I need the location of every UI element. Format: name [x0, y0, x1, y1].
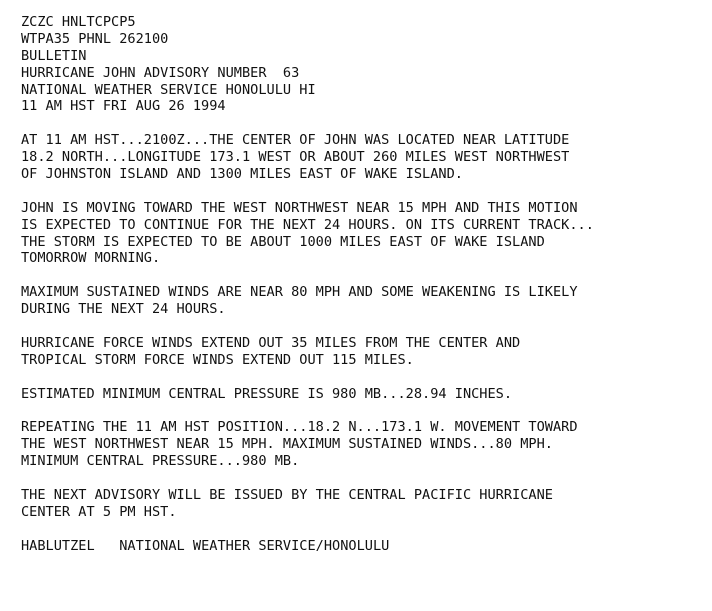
advisory-title: HURRICANE JOHN ADVISORY NUMBER 63 — [21, 64, 300, 81]
paragraph-spacer — [21, 115, 712, 132]
text-line: DURING THE NEXT 24 HOURS. — [21, 301, 226, 318]
header-line-wmo-id: WTPA35 PHNL 262100 — [21, 30, 169, 47]
text-line: OF JOHNSTON ISLAND AND 1300 MILES EAST OF WAKE ISLAND. — [21, 166, 463, 183]
text-line: THE WEST NORTHWEST NEAR 15 MPH. MAXIMUM SUSTAINED WINDS...80 MPH. — [21, 436, 553, 453]
paragraph-winds — [21, 284, 712, 318]
text-line: THE STORM IS EXPECTED TO BE ABOUT 1000 MILES EAST OF WAKE ISLAND — [21, 233, 545, 250]
paragraph-spacer — [21, 470, 712, 487]
paragraph-spacer — [21, 267, 712, 284]
text-line: 18.2 NORTH...LONGITUDE 173.1 WEST OR ABOUT 260 MILES WEST NORTHWEST — [21, 149, 570, 166]
paragraph-spacer — [21, 183, 712, 200]
text-line: CENTER AT 5 PM HST. — [21, 503, 177, 520]
header-line-routing: ZCZC HNLTCPCP5 — [21, 14, 136, 30]
paragraph-pressure — [21, 386, 712, 403]
bulletin-header — [21, 14, 712, 115]
forecaster-name: HABLUTZEL — [21, 537, 95, 554]
paragraph-wind-extent — [21, 335, 712, 369]
text-line: MAXIMUM SUSTAINED WINDS ARE NEAR 80 MPH AND SOME WEAKENING IS LIKELY — [21, 284, 578, 301]
text-line: MINIMUM CENTRAL PRESSURE...980 MB. — [21, 453, 300, 470]
signature-office: NATIONAL WEATHER SERVICE/HONOLULU — [119, 537, 390, 554]
text-line: ESTIMATED MINIMUM CENTRAL PRESSURE IS 980 MB...28.94 INCHES. — [21, 385, 513, 402]
header-line-bulletin: BULLETIN — [21, 47, 87, 64]
issue-time: 11 AM HST FRI AUG 26 1994 — [21, 98, 226, 115]
text-line: HURRICANE FORCE WINDS EXTEND OUT 35 MILES FROM THE CENTER AND — [21, 334, 521, 351]
paragraph-spacer — [21, 402, 712, 419]
paragraph-next-advisory — [21, 487, 712, 521]
text-line: IS EXPECTED TO CONTINUE FOR THE NEXT 24 HOURS. ON ITS CURRENT TRACK... — [21, 216, 594, 233]
paragraph-movement — [21, 200, 712, 268]
paragraph-summary — [21, 419, 712, 470]
advisory-document — [21, 14, 712, 555]
text-line: REPEATING THE 11 AM HST POSITION...18.2 N...173.1 W. MOVEMENT TOWARD — [21, 419, 578, 436]
text-line: THE NEXT ADVISORY WILL BE ISSUED BY THE CENTRAL PACIFIC HURRICANE — [21, 486, 553, 503]
text-line: JOHN IS MOVING TOWARD THE WEST NORTHWEST NEAR 15 MPH AND THIS MOTION — [21, 199, 578, 216]
issuing-office: NATIONAL WEATHER SERVICE HONOLULU HI — [21, 81, 316, 98]
paragraph-spacer — [21, 318, 712, 335]
paragraph-spacer — [21, 521, 712, 538]
text-line: TOMORROW MORNING. — [21, 250, 161, 267]
signature-line — [21, 538, 712, 555]
text-line: TROPICAL STORM FORCE WINDS EXTEND OUT 115 MILES. — [21, 351, 414, 368]
paragraph-spacer — [21, 369, 712, 386]
text-line: AT 11 AM HST...2100Z...THE CENTER OF JOHN WAS LOCATED NEAR LATITUDE — [21, 132, 570, 149]
paragraph-location — [21, 132, 712, 183]
signature-separator — [95, 538, 120, 554]
